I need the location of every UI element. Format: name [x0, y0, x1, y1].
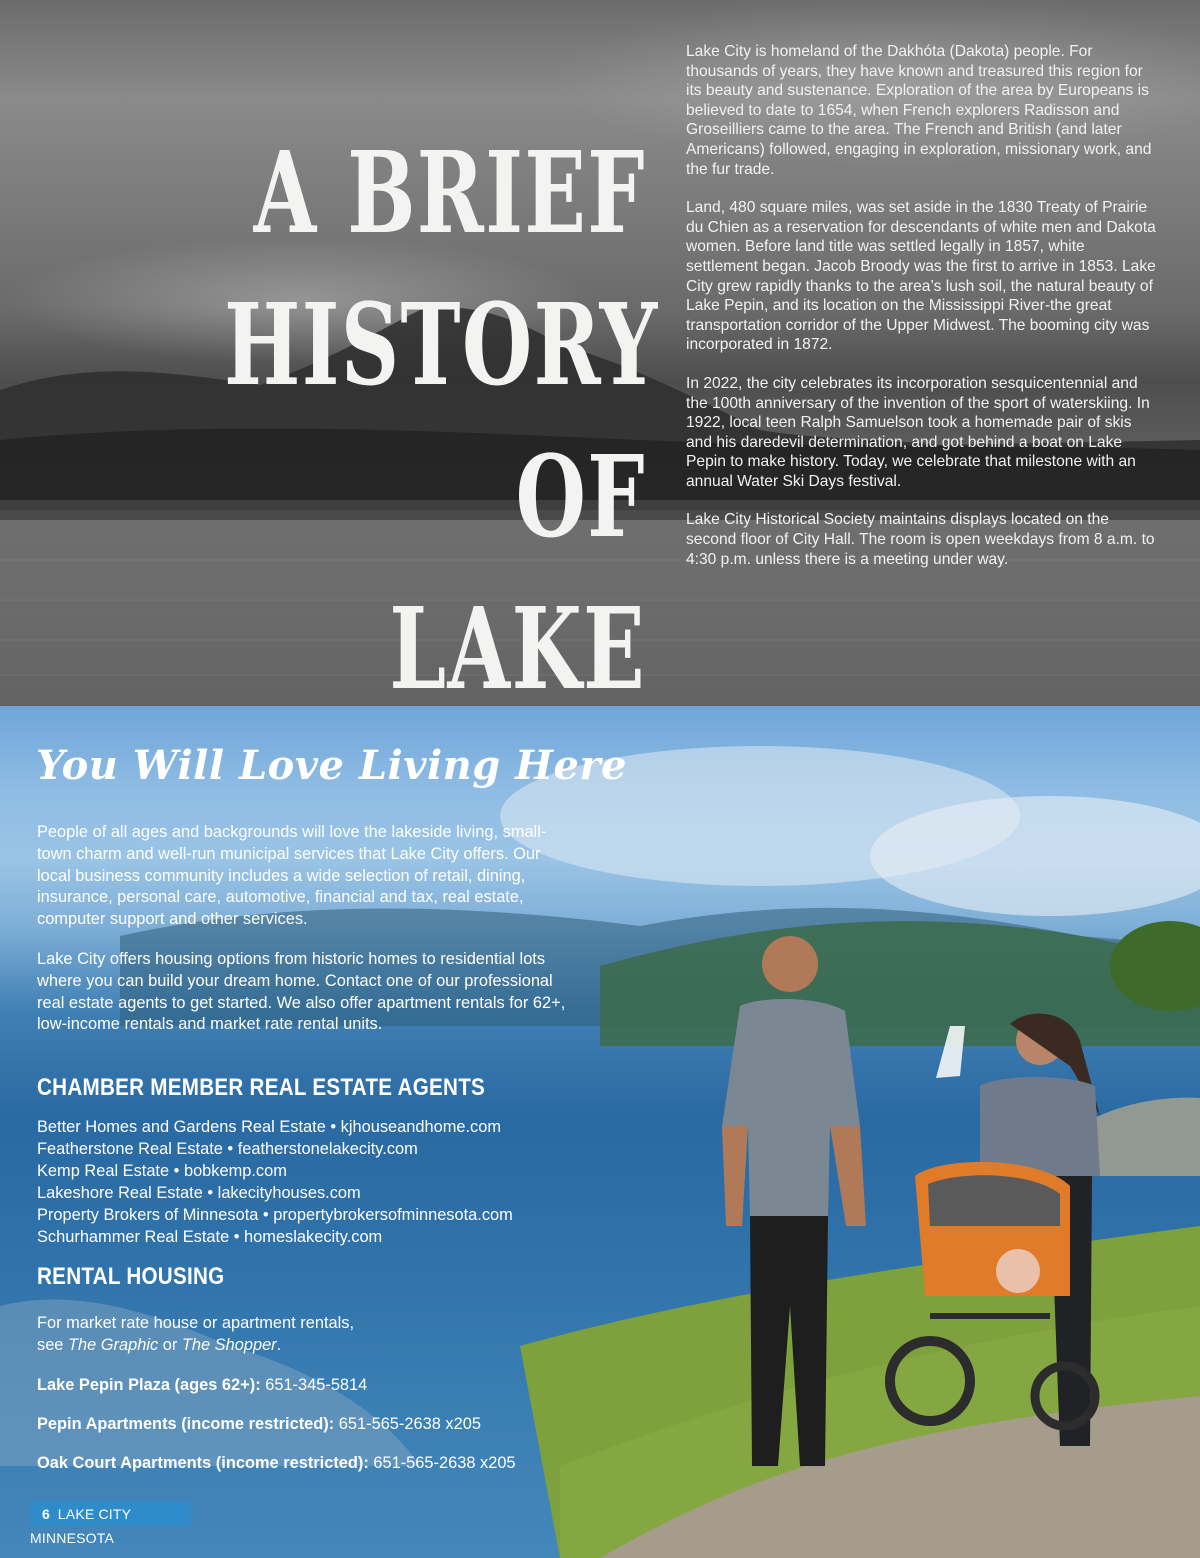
agent-item: Lakeshore Real Estate • lakecityhouses.com: [37, 1184, 361, 1202]
history-paragraph-4: Lake City Historical Society maintains displays located on the second floor of City Hall. The room is open weekdays from 8 a.m. to 4:30 p.m. unless there is a meeting under way.: [686, 511, 1155, 568]
rental-note: [37, 1312, 354, 1356]
page-folio: [30, 1502, 191, 1546]
publication-shopper: The Shopper: [181, 1336, 277, 1354]
history-paragraph-2: Land, 480 square miles, was set aside in the 1830 Treaty of Prairie du Chien as a reservation for descendants of white men and Dakota women. Before land title was settled legally in 1857, white settlement began. Jacob Broody was the first to arrive in 1853. Lake City grew rapidly thanks to the area’s lush soil, the natural beauty of Lake Pepin, and its location on the Mississippi River-the great transportation corridor of the Upper Midwest. The booming city was incorporated in 1872.: [686, 199, 1156, 354]
history-paragraph-1: Lake City is homeland of the Dakhóta (Dakota) people. For thousands of years, they have known and treasured this region for its beauty and sustenance. Exploration of the area by Europeans is believed to date to 1654, when French explorers Radisson and Groseilliers came to the area. The French and British (and later Americans) followed, engaging in exploration, missionary work, and the fur trade.: [686, 43, 1152, 178]
history-title-line-1: A BRIEF: [253, 128, 646, 259]
rental-note-end: .: [276, 1336, 282, 1354]
rental-label: Lake Pepin Plaza (ages 62+):: [37, 1376, 261, 1394]
agent-item: Schurhammer Real Estate • homeslakecity.com: [37, 1228, 383, 1246]
history-paragraph-3: In 2022, the city celebrates its incorporation sesquicentennial and the 100th anniversary of the invention of the sport of waterskiing. In 1922, local teen Ralph Samuelson took a homemade pair of skis and his daredevil determination, and got behind a boat on Lake Pepin to make history. Today, we celebrate that milestone with an annual Water Ski Days festival.: [686, 374, 1150, 490]
rental-phone: 651-565-2638 x205: [368, 1454, 516, 1472]
rental-label: Pepin Apartments (income restricted):: [37, 1415, 335, 1433]
publication-name: LAKE CITY MINNESOTA: [30, 1506, 131, 1546]
rental-item: [37, 1413, 481, 1435]
rental-item: [37, 1374, 367, 1396]
history-section: [0, 0, 1200, 706]
rental-phone: 651-565-2638 x205: [334, 1415, 481, 1433]
page-number: 6: [42, 1506, 50, 1522]
agents-list: [37, 1116, 597, 1248]
history-title-line-2: HISTORY OF: [224, 280, 659, 563]
living-section: [0, 706, 1200, 1558]
rental-item: [37, 1452, 516, 1474]
rental-note-see: see: [37, 1336, 68, 1354]
history-body: [686, 42, 1156, 588]
rental-label: Oak Court Apartments (income restricted):: [37, 1454, 369, 1472]
agent-item: Kemp Real Estate • bobkemp.com: [37, 1162, 287, 1180]
living-title: You Will Love Living Here: [36, 742, 627, 789]
rental-note-line-1: For market rate house or apartment rentals,: [37, 1314, 355, 1332]
history-title: [224, 118, 659, 706]
agent-item: Better Homes and Gardens Real Estate • kjhouseandhome.com: [37, 1118, 502, 1136]
rental-phone: 651-345-5814: [260, 1376, 368, 1394]
rental-heading: RENTAL HOUSING: [37, 1263, 225, 1290]
agents-heading: CHAMBER MEMBER REAL ESTATE AGENTS: [37, 1074, 486, 1101]
rental-note-or: or: [158, 1336, 182, 1354]
publication-graphic: The Graphic: [67, 1336, 159, 1354]
living-paragraph-2: Lake City offers housing options from historic homes to residential lots where you can build your dream home. Contact one of our professional real estate agents to get started. We also offer apartment rentals for 62+, low-income rentals and market rate rental units.: [37, 949, 566, 1034]
rental-note-line-2: [37, 1334, 354, 1356]
agent-item: Featherstone Real Estate • featherstonelakecity.com: [37, 1140, 418, 1158]
living-paragraph-1: People of all ages and backgrounds will love the lakeside living, small-town charm and well-run municipal services that Lake City offers. Our local business community includes a wide selection of retail, dining, insurance, personal care, automotive, financial and tax, real estate, computer support and other services.: [37, 823, 547, 929]
history-title-line-3: LAKE: [389, 584, 646, 706]
agent-item: Property Brokers of Minnesota • propertybrokersofminnesota.com: [37, 1206, 513, 1224]
living-intro: [37, 822, 577, 1054]
